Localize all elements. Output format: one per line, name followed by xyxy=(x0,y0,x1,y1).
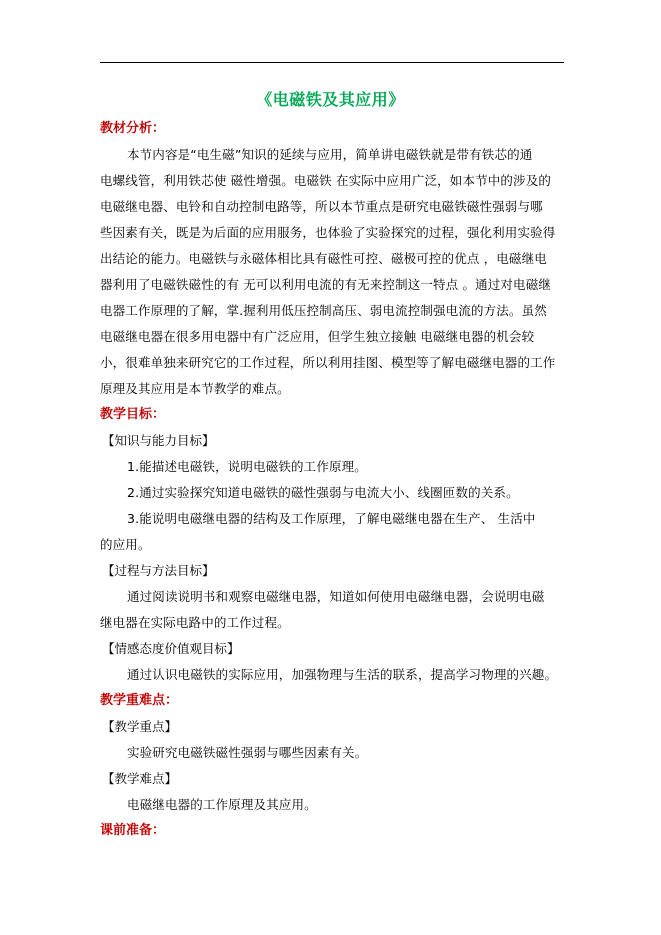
paragraph-line: 通过认识电磁铁的实际应用，加强物理与生活的联系，提高学习物理的兴趣。 xyxy=(127,667,558,682)
subheading-knowledge: 【知识与能力目标】 xyxy=(102,433,215,448)
paragraph-line: 通过阅读说明书和观察电磁继电器，知道如何使用电磁继电器，会说明电磁 xyxy=(127,589,545,604)
subheading-process: 【过程与方法目标】 xyxy=(102,563,215,578)
paragraph-line: 些因素有关，既是为后面的应用服务，也体验了实验探究的过程，强化利用实验得 xyxy=(100,225,556,240)
section-heading-analysis: 教材分析： xyxy=(100,121,166,136)
list-item: 3.能说明电磁继电器的结构及工作原理，了解电磁继电器在生产、 生活中 xyxy=(127,511,536,526)
paragraph-line: 电磁继电器的工作原理及其应用。 xyxy=(127,797,317,812)
document-body xyxy=(100,116,566,844)
subheading-emotion: 【情感态度价值观目标】 xyxy=(102,641,240,656)
paragraph-line: 器利用了电磁铁磁性的有 无可以利用电流的有无来控制这一特点 。通过对电磁继 xyxy=(100,277,551,292)
section-heading-preparation: 课前准备： xyxy=(100,823,166,838)
document-title: 《电磁铁及其应用》 xyxy=(256,90,405,109)
paragraph-line: 电螺线管，利用铁芯使 磁性增强。电磁铁 在实际中应用广泛，如本节中的涉及的 xyxy=(100,173,551,188)
subheading-difficulty: 【教学难点】 xyxy=(102,771,178,786)
list-item: 1.能描述电磁铁，说明电磁铁的工作原理。 xyxy=(127,459,367,474)
section-heading-goals: 教学目标： xyxy=(100,407,166,422)
paragraph-line: 实验研究电磁铁磁性强弱与哪些因素有关。 xyxy=(127,745,368,760)
paragraph-line: 本节内容是“电生磁”知识的延续与应用，简单讲电磁铁就是带有铁芯的通 xyxy=(127,147,533,162)
section-heading-key-points: 教学重难点： xyxy=(100,693,179,708)
paragraph-line: 电磁继电器、电铃和自动控制电路等，所以本节重点是研究电磁铁磁性强弱与哪 xyxy=(100,199,543,214)
list-item: 2.通过实验探究知道电磁铁的磁性强弱与电流大小、线圈匝数的关系。 xyxy=(127,485,519,500)
analysis-paragraph xyxy=(100,142,566,402)
paragraph-line: 电器工作原理的了解，掌.握利用低压控制高压、弱电流控制强电流的方法。虽然 xyxy=(100,303,547,318)
paragraph-line: 小，很难单独来研究它的工作过程，所以利用挂图、模型等了解电磁继电器的工作 xyxy=(100,355,556,370)
list-item-continuation: 的应用。 xyxy=(100,537,151,552)
paragraph-line: 电磁继电器在很多用电器中有广泛应用，但学生独立接触 电磁继电器的机会较 xyxy=(100,329,535,344)
subheading-focus: 【教学重点】 xyxy=(102,719,178,734)
header-rule xyxy=(100,62,564,63)
paragraph-line: 出结论的能力。电磁铁与永磁体相比具有磁性可控、磁极可控的优点 ，电磁继电 xyxy=(100,251,547,266)
paragraph-line: 原理及其应用是本节教学的难点。 xyxy=(100,381,290,396)
paragraph-line: 继电器在实际电路中的工作过程。 xyxy=(100,615,290,630)
